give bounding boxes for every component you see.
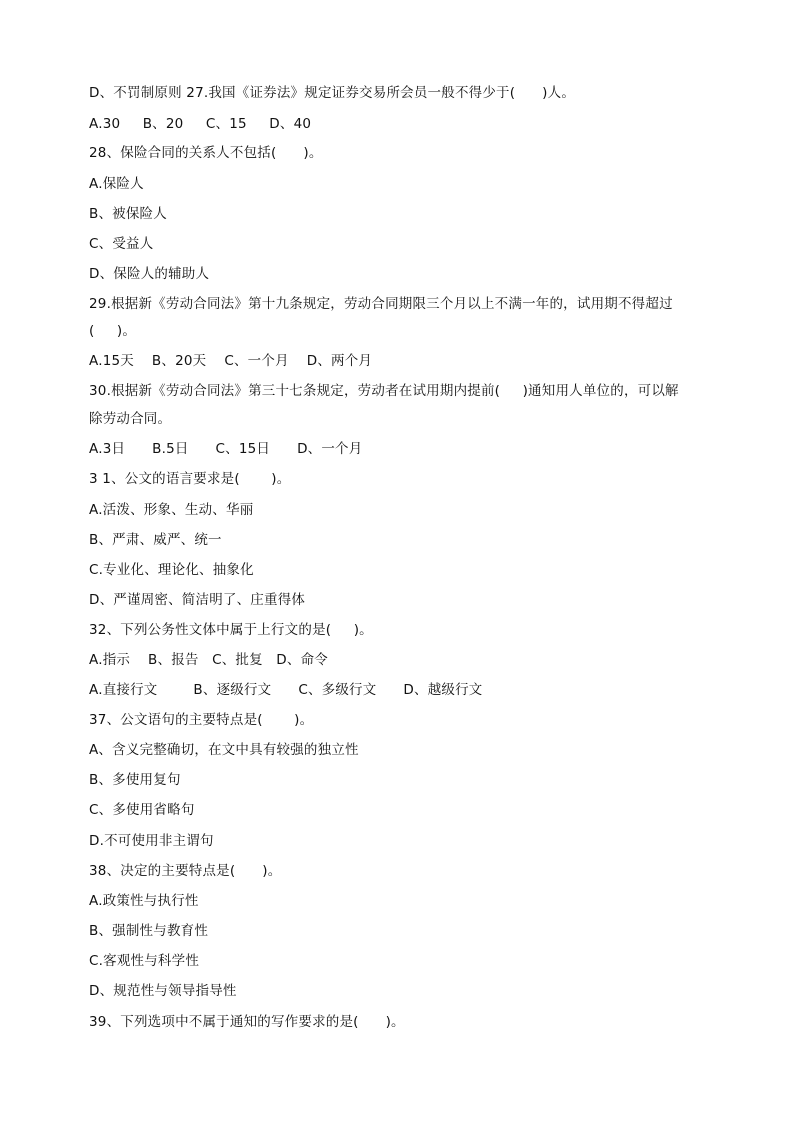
text-line-q38-option-d: D、规范性与领导指导性 xyxy=(89,983,237,999)
text-line-q28-option-d: D、保险人的辅助人 xyxy=(89,266,210,282)
text-line-q37-option-d: D.不可使用非主谓句 xyxy=(89,833,214,849)
text-line-q38-option-b: B、强制性与教育性 xyxy=(89,923,209,939)
text-line-q37-option-c: C、多使用省略句 xyxy=(89,802,195,818)
text-line-q39: 39、下列选项中不属于通知的写作要求的是( )。 xyxy=(89,1014,405,1030)
text-line-q32-options: A.指示 B、报告 C、批复 D、命令 xyxy=(89,652,328,668)
text-line-options-direct-levels: A.直接行文 B、逐级行文 C、多级行文 D、越级行文 xyxy=(89,682,483,698)
text-line-q38: 38、决定的主要特点是( )。 xyxy=(89,863,282,879)
text-line-q27-options: A.30 B、20 C、15 D、40 xyxy=(89,116,312,132)
text-line-q31-option-a: A.活泼、形象、生动、华丽 xyxy=(89,502,254,518)
text-line-q32: 32、下列公务性文体中属于上行文的是( )。 xyxy=(89,622,373,638)
text-line-q37-option-b: B、多使用复句 xyxy=(89,772,181,788)
text-line-option-d-and-q27: D、不罚制原则 27.我国《证券法》规定证券交易所会员一般不得少于( )人。 xyxy=(89,85,576,101)
text-line-q28-option-a: A.保险人 xyxy=(89,176,144,192)
text-line-q37-option-a: A、含义完整确切，在文中具有较强的独立性 xyxy=(89,742,359,758)
text-line-q38-option-c: C.客观性与科学性 xyxy=(89,953,200,969)
text-line-q29-cont: ( )。 xyxy=(89,323,137,339)
text-line-q28: 28、保险合同的关系人不包括( )。 xyxy=(89,145,323,161)
text-line-q29: 29.根据新《劳动合同法》第十九条规定，劳动合同期限三个月以上不满一年的，试用期不得超过 xyxy=(89,296,673,312)
text-line-q38-option-a: A.政策性与执行性 xyxy=(89,893,199,909)
text-line-q31-option-b: B、严肃、威严、统一 xyxy=(89,532,222,548)
text-line-q29-options: A.15天 B、20天 C、一个月 D、两个月 xyxy=(89,353,373,369)
text-line-q28-option-b: B、被保险人 xyxy=(89,206,167,222)
text-line-q30-options: A.3日 B.5日 C、15日 D、一个月 xyxy=(89,441,363,457)
text-line-q28-option-c: C、受益人 xyxy=(89,236,154,252)
text-line-q31: 3 1、公文的语言要求是( )。 xyxy=(89,471,291,487)
text-line-q30-cont: 除劳动合同。 xyxy=(89,411,172,427)
text-line-q31-option-c: C.专业化、理论化、抽象化 xyxy=(89,562,254,578)
text-line-q31-option-d: D、严谨周密、简洁明了、庄重得体 xyxy=(89,592,306,608)
text-line-q30: 30.根据新《劳动合同法》第三十七条规定，劳动者在试用期内提前( )通知用人单位的，可以解 xyxy=(89,383,679,399)
text-line-q37: 37、公文语句的主要特点是( )。 xyxy=(89,712,314,728)
